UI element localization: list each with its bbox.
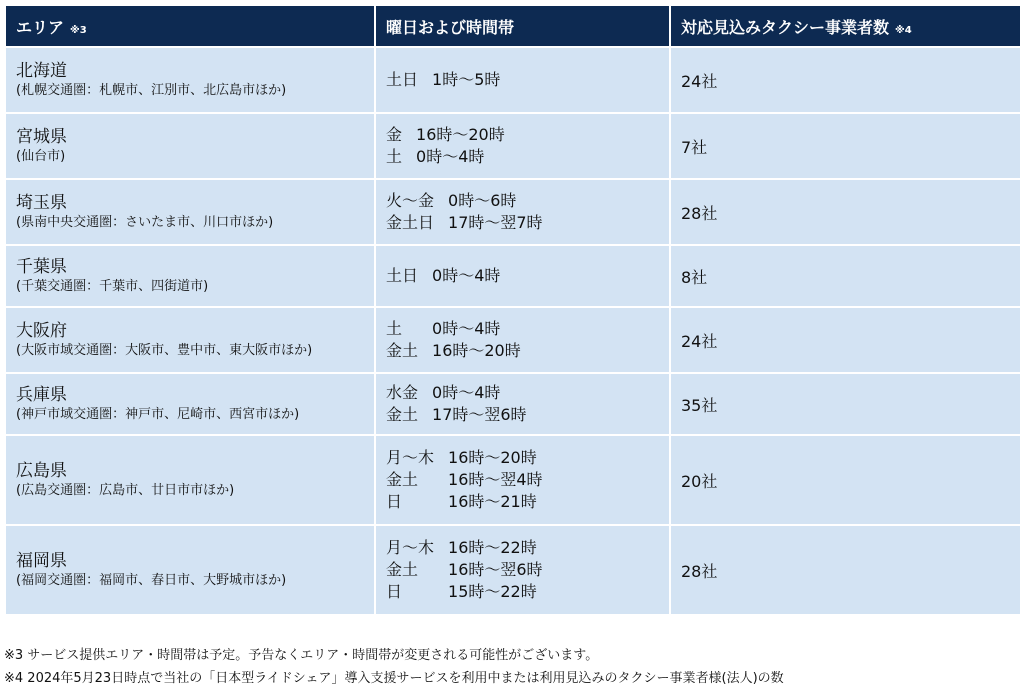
schedule-cell xyxy=(375,435,670,525)
schedule-days: 月〜木 xyxy=(386,448,435,467)
area-name: 埼玉県 xyxy=(16,193,67,213)
schedule-time: 0時〜4時 xyxy=(432,266,501,285)
area-cell xyxy=(5,179,375,245)
area-name: 大阪府 xyxy=(16,321,67,341)
schedule-days: 金土 xyxy=(386,470,419,489)
area-name: 北海道 xyxy=(16,61,67,81)
table-row xyxy=(5,373,1021,435)
schedule-line xyxy=(386,447,543,469)
table-row xyxy=(5,435,1021,525)
schedule-time: 0時〜6時 xyxy=(448,191,517,210)
schedule-days: 金 xyxy=(386,125,403,144)
schedule-list xyxy=(386,537,543,603)
schedule-list xyxy=(386,318,521,362)
schedule-time: 16時〜20時 xyxy=(432,341,521,360)
schedule-list xyxy=(386,124,505,168)
schedule-days: 金土 xyxy=(386,560,419,579)
schedule-line xyxy=(386,559,543,581)
header-area xyxy=(5,5,375,47)
schedule-time: 0時〜4時 xyxy=(432,383,501,402)
area-cell xyxy=(5,435,375,525)
area-detail: (札幌交通圏：札幌市、江別市、北広島市ほか) xyxy=(16,83,287,98)
schedule-line xyxy=(386,469,543,491)
area-cell xyxy=(5,47,375,113)
area-name: 広島県 xyxy=(16,461,67,481)
schedule-time: 16時〜翌6時 xyxy=(448,560,543,579)
schedule-cell xyxy=(375,307,670,373)
schedule-line xyxy=(386,69,500,91)
footnotes xyxy=(4,644,784,690)
schedule-days: 土日 xyxy=(386,70,419,89)
schedule-days: 日 xyxy=(386,492,403,511)
schedule-cell xyxy=(375,245,670,307)
schedule-line xyxy=(386,581,543,603)
company-count: 20社 xyxy=(670,435,1021,525)
area-detail: (広島交通圏：広島市、廿日市市ほか) xyxy=(16,483,235,498)
schedule-list xyxy=(386,190,543,234)
area-name: 兵庫県 xyxy=(16,385,67,405)
header-schedule: 曜日および時間帯 xyxy=(375,5,670,47)
company-count: 24社 xyxy=(670,47,1021,113)
area-detail: (千葉交通圏：千葉市、四街道市) xyxy=(16,279,209,294)
schedule-cell xyxy=(375,179,670,245)
service-area-table xyxy=(4,4,1022,616)
schedule-days: 土日 xyxy=(386,266,419,285)
schedule-line xyxy=(386,491,543,513)
header-companies-note: ※4 xyxy=(895,24,912,36)
schedule-days: 土 xyxy=(386,147,403,166)
schedule-time: 0時〜4時 xyxy=(432,319,501,338)
area-name: 宮城県 xyxy=(16,127,67,147)
table-header-row xyxy=(5,5,1021,47)
schedule-list xyxy=(386,447,543,513)
schedule-days: 金土 xyxy=(386,405,419,424)
schedule-time: 16時〜20時 xyxy=(448,448,537,467)
schedule-list xyxy=(386,265,500,287)
schedule-days: 金土 xyxy=(386,341,419,360)
schedule-line xyxy=(386,340,521,362)
schedule-time: 17時〜翌6時 xyxy=(432,405,527,424)
schedule-line xyxy=(386,404,527,426)
area-detail: (大阪市域交通圏：大阪市、豊中市、東大阪市ほか) xyxy=(16,343,313,358)
company-count: 8社 xyxy=(670,245,1021,307)
schedule-line xyxy=(386,318,521,340)
schedule-time: 17時〜翌7時 xyxy=(448,213,543,232)
table-row xyxy=(5,245,1021,307)
schedule-days: 金土日 xyxy=(386,213,435,232)
area-cell xyxy=(5,373,375,435)
header-area-label: エリア xyxy=(16,17,65,37)
area-detail: (神戸市域交通圏：神戸市、尼崎市、西宮市ほか) xyxy=(16,407,300,422)
table-row xyxy=(5,525,1021,615)
schedule-line xyxy=(386,382,527,404)
schedule-time: 16時〜翌4時 xyxy=(448,470,543,489)
schedule-line xyxy=(386,537,543,559)
company-count: 28社 xyxy=(670,179,1021,245)
schedule-cell xyxy=(375,113,670,179)
schedule-time: 1時〜5時 xyxy=(432,70,501,89)
table-row xyxy=(5,113,1021,179)
schedule-days: 火〜金 xyxy=(386,191,435,210)
schedule-time: 0時〜4時 xyxy=(416,147,485,166)
schedule-line xyxy=(386,190,543,212)
schedule-days: 月〜木 xyxy=(386,538,435,557)
schedule-time: 16時〜22時 xyxy=(448,538,537,557)
table-row xyxy=(5,47,1021,113)
schedule-cell xyxy=(375,525,670,615)
area-name: 千葉県 xyxy=(16,257,67,277)
area-name: 福岡県 xyxy=(16,551,67,571)
company-count: 24社 xyxy=(670,307,1021,373)
area-detail: (福岡交通圏：福岡市、春日市、大野城市ほか) xyxy=(16,573,287,588)
table-row xyxy=(5,307,1021,373)
schedule-time: 16時〜21時 xyxy=(448,492,537,511)
schedule-days: 土 xyxy=(386,319,403,338)
schedule-line xyxy=(386,146,505,168)
header-area-note: ※3 xyxy=(70,24,87,36)
company-count: 7社 xyxy=(670,113,1021,179)
footnote-4: ※4 2024年5月23日時点で当社の「日本型ライドシェア」導入支援サービスを利用中または利用見込みのタクシー事業者様(法人)の数 xyxy=(4,671,784,686)
table-row xyxy=(5,179,1021,245)
schedule-line xyxy=(386,212,543,234)
schedule-days: 水金 xyxy=(386,383,419,402)
company-count: 28社 xyxy=(670,525,1021,615)
area-cell xyxy=(5,525,375,615)
footnote-3: ※3 サービス提供エリア・時間帯は予定。予告なくエリア・時間帯が変更される可能性がございます。 xyxy=(4,648,599,663)
schedule-cell xyxy=(375,373,670,435)
schedule-time: 15時〜22時 xyxy=(448,582,537,601)
area-cell xyxy=(5,307,375,373)
header-companies xyxy=(670,5,1021,47)
header-companies-label: 対応見込みタクシー事業者数 xyxy=(681,17,890,37)
schedule-time: 16時〜20時 xyxy=(416,125,505,144)
area-cell xyxy=(5,245,375,307)
schedule-list xyxy=(386,69,500,91)
schedule-line xyxy=(386,124,505,146)
schedule-cell xyxy=(375,47,670,113)
schedule-line xyxy=(386,265,500,287)
area-detail: (仙台市) xyxy=(16,149,66,164)
company-count: 35社 xyxy=(670,373,1021,435)
area-detail: (県南中央交通圏：さいたま市、川口市ほか) xyxy=(16,215,274,230)
table-body xyxy=(5,47,1021,615)
area-cell xyxy=(5,113,375,179)
schedule-days: 日 xyxy=(386,582,403,601)
schedule-list xyxy=(386,382,527,426)
